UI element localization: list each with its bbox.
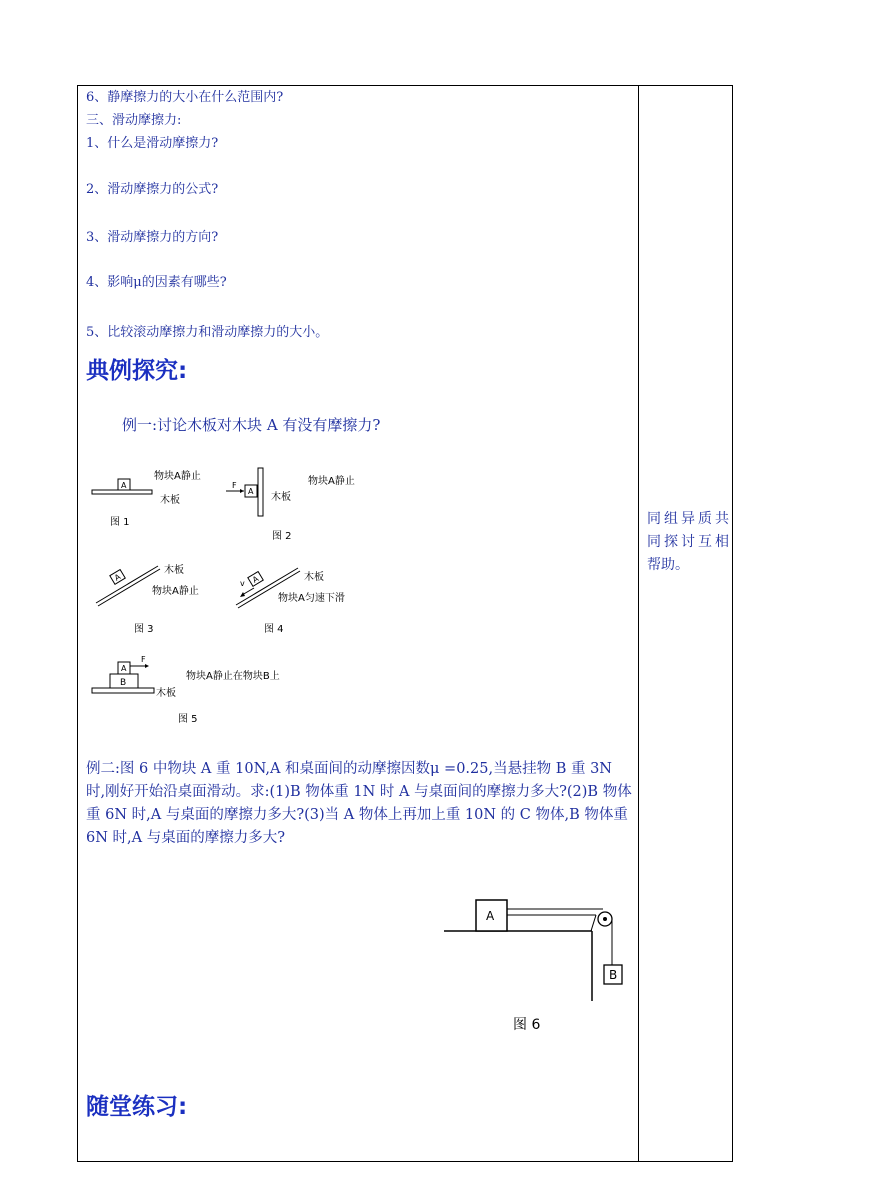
fig1-caption: 图 1 xyxy=(110,517,130,528)
figure-6 xyxy=(440,895,630,1040)
friction-figures xyxy=(86,460,386,735)
example-2: 例二:图 6 中物块 A 重 10N,A 和桌面间的动摩擦因数μ =0.25,当悬挂物 B 重 3N 时,刚好开始沿桌面滑动。求:(1)B 物体重 1N 时 A 与桌面间的摩擦力多大?(2)B 物体重 6N 时,A 与桌面的摩擦力多大?(3)当 A 物体上再加上重 10N 的 C 物体,B 物体重 6N 时,A 与桌面的摩擦力多大? xyxy=(86,761,632,846)
fig4-label1: 木板 xyxy=(304,572,324,583)
fig2-force: F xyxy=(232,481,237,490)
question-6: 6、静摩擦力的大小在什么范围内? xyxy=(86,90,284,105)
figure-3 xyxy=(96,563,199,635)
fig6-block-a: A xyxy=(486,909,495,923)
question-1: 1、什么是滑动摩擦力? xyxy=(86,136,219,151)
question-5: 5、比较滚动摩擦力和滑动摩擦力的大小。 xyxy=(86,325,329,340)
fig5-caption: 图 5 xyxy=(178,714,198,725)
column-divider xyxy=(638,85,639,1162)
fig5-force: F xyxy=(141,655,146,664)
heading-examples: 典例探究: xyxy=(86,358,188,384)
fig5-label2: 木板 xyxy=(156,688,176,699)
fig2-caption: 图 2 xyxy=(272,531,292,542)
fig5-label1: 物块A静止在物块B上 xyxy=(186,671,280,682)
fig2-label2: 木板 xyxy=(271,492,291,503)
question-4: 4、影响μ的因素有哪些? xyxy=(86,275,227,290)
fig2-label1: 物块A静止 xyxy=(308,476,355,487)
fig1-label1: 物块A静止 xyxy=(154,471,201,482)
question-3: 3、滑动摩擦力的方向? xyxy=(86,230,219,245)
example-1: 例一:讨论木板对木块 A 有没有摩擦力? xyxy=(122,416,381,434)
figure-1 xyxy=(92,469,201,528)
section-sliding-friction: 三、滑动摩擦力: xyxy=(86,113,182,128)
fig5-block-b: B xyxy=(120,678,127,688)
fig3-caption: 图 3 xyxy=(134,624,154,635)
fig6-block-b: B xyxy=(609,968,618,982)
side-note: 同组异质共同探讨互相帮助。 xyxy=(647,511,729,573)
fig4-label2: 物块A匀速下滑 xyxy=(278,593,345,604)
fig4-block: A xyxy=(250,574,261,585)
figure-4 xyxy=(236,568,345,635)
fig3-label1: 木板 xyxy=(164,565,184,576)
fig3-block: A xyxy=(112,572,123,583)
fig2-block: A xyxy=(248,487,254,496)
fig3-label2: 物块A静止 xyxy=(152,586,199,597)
figure-5 xyxy=(92,655,280,725)
fig1-label2: 木板 xyxy=(160,495,180,506)
fig4-caption: 图 4 xyxy=(264,624,284,635)
fig1-block: A xyxy=(121,481,127,490)
heading-practice: 随堂练习: xyxy=(86,1094,188,1120)
figure-2 xyxy=(226,468,355,542)
fig4-velocity: v xyxy=(240,579,245,588)
question-2: 2、滑动摩擦力的公式? xyxy=(86,182,219,197)
fig6-caption: 图 6 xyxy=(513,1017,541,1033)
fig5-block-a: A xyxy=(121,664,127,673)
